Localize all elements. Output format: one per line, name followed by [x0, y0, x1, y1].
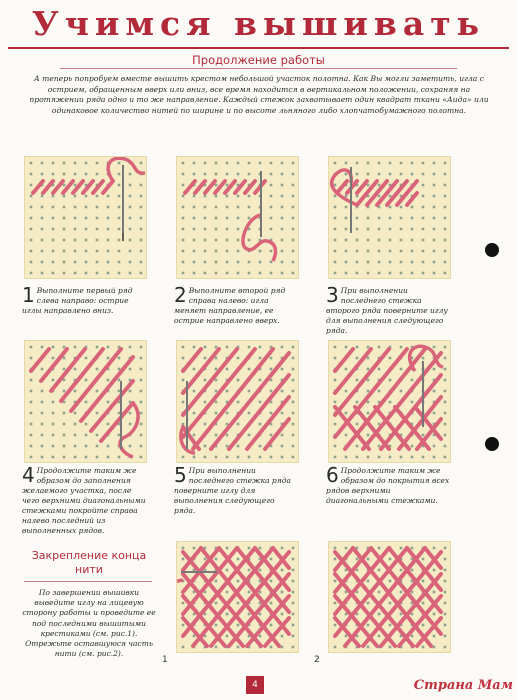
step-number: 4	[22, 463, 35, 487]
illustration-step-3	[328, 156, 451, 279]
watermark: Страна Мам	[413, 678, 513, 693]
illustration-step-5	[176, 340, 299, 463]
section-divider	[24, 581, 152, 582]
fig-1-drawing	[177, 542, 298, 652]
illustration-fig-2	[328, 541, 451, 653]
step-4-drawing	[25, 341, 146, 462]
step-2-drawing	[177, 157, 298, 278]
step-description: Продолжите таким же образом до покрытия всех рядов верхними диагональными стежками.	[326, 466, 450, 505]
step-description: Выполните второй ряд справа налево: игла меняет направление, ее острие направлено вверх.	[174, 286, 286, 325]
fabric-grid	[30, 162, 143, 275]
title-divider	[8, 47, 509, 49]
illustration-step-1	[24, 156, 147, 279]
step-description: Выполните первый ряд слева направо: острие иглы направлено вниз.	[22, 286, 133, 315]
fabric-grid	[30, 346, 143, 459]
step-5-drawing	[177, 341, 298, 462]
subtitle-divider	[60, 68, 457, 69]
step-1-drawing	[25, 157, 146, 278]
step-5-text	[174, 463, 298, 516]
illustration-fig-1	[176, 541, 299, 653]
step-description: Продолжите таким же образом до заполнения желаемого участка, после чего верхними диагональными стежками покройте справа налево последний из выполненных рядов.	[22, 466, 146, 535]
step-number: 5	[174, 463, 187, 487]
step-4-text	[22, 463, 146, 536]
illustration-step-2	[176, 156, 299, 279]
illustration-step-6	[328, 340, 451, 463]
step-number: 3	[326, 283, 339, 307]
fabric-grid	[182, 162, 295, 275]
step-number: 1	[22, 283, 35, 307]
step-description: При выполнении последнего стежка второго ряда поверните иглу для выполнения следующего ряда.	[326, 286, 448, 335]
step-description: При выполнении последнего стежка ряда поверните иглу для выполнения следующего ряда.	[174, 466, 291, 515]
step-number: 2	[174, 283, 187, 307]
step-2-text	[174, 283, 298, 326]
intro-paragraph: А теперь попробуем вместе вышить крестом небольшой участок полотна. Как Вы могли заметить, игла с острием, обращенным вверх или вниз, все время находится в вертикальном положении, сохраняя на протяжении ряда одно и то же направление. Каждый стежок захватывает один квадрат ткани «Аида» или одинаковое количество нитей по ширине и по высоте льняного либо хлопчатобумажного полотна.	[29, 74, 489, 115]
binder-hole-bottom	[485, 437, 499, 451]
page-title: Учимся вышивать	[31, 4, 486, 43]
step-number: 6	[326, 463, 339, 487]
page-number: 4	[246, 676, 264, 694]
step-3-drawing	[329, 157, 450, 278]
illustration-step-4	[24, 340, 147, 463]
subtitle: Продолжение работы	[192, 53, 325, 67]
section-title: Закрепление конца нити	[31, 549, 147, 576]
fig-2-number: 2	[314, 655, 320, 665]
step-6-drawing	[329, 341, 450, 462]
fig-2-drawing	[329, 542, 450, 652]
step-3-text	[326, 283, 450, 336]
section-text: По завершении вышивки выведите иглу на лицевую сторону работы и проведите ее под последними вышитыми крестиками (см. рис.1). Отрежьте оставшуюся часть нити (см. рис.2).	[22, 588, 156, 659]
step-6-text	[326, 463, 450, 506]
fig-1-number: 1	[162, 655, 168, 665]
step-1-text	[22, 283, 144, 316]
binder-hole-top	[485, 243, 499, 257]
